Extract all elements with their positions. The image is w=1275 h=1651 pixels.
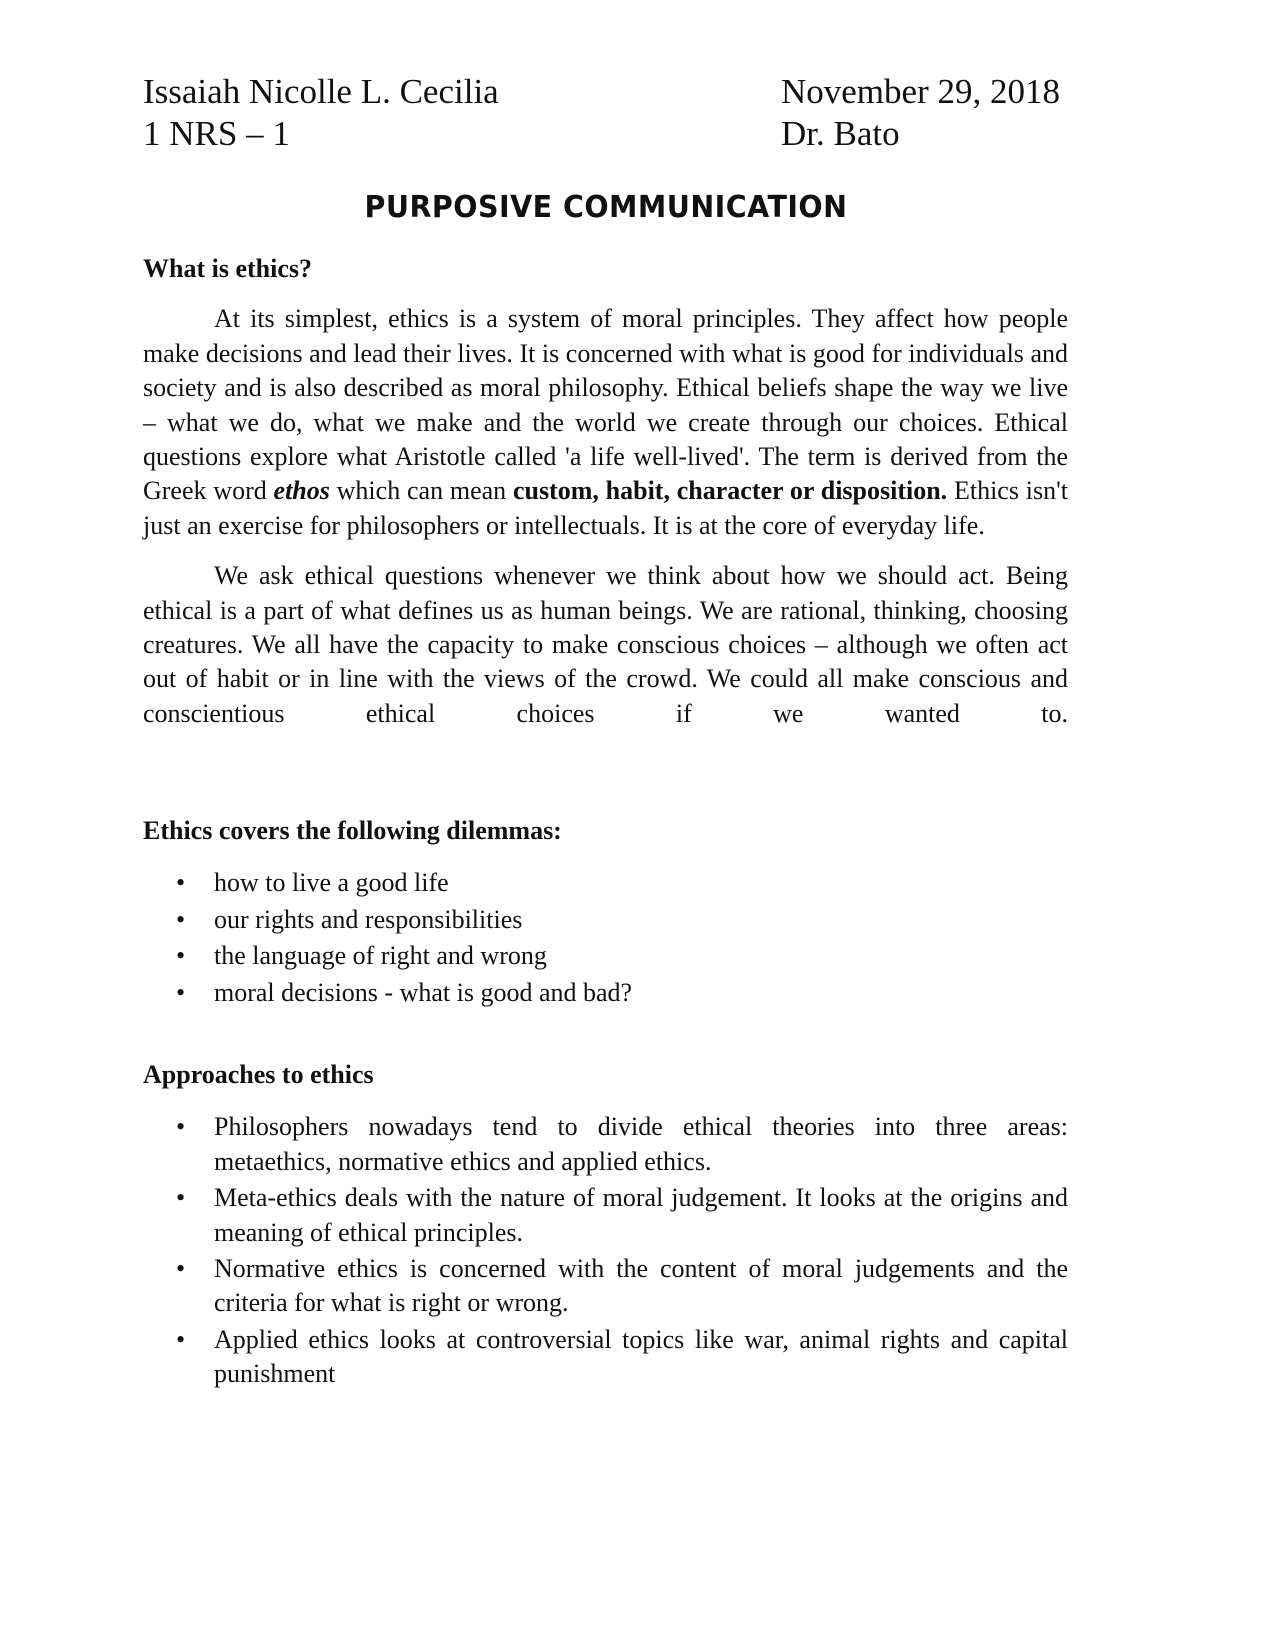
list-item: • moral decisions - what is good and bad?	[143, 975, 1068, 1012]
paragraph-2: We ask ethical questions whenever we think about how we should act. Being ethical is a part of what defines us as human beings. We are rational, thinking, choosing creatures. We all have the capacity to make conscious choices – although we often act out of habit or in line with the views of the crowd. We could all make conscious and conscientious ethical choices if we wanted to.	[143, 561, 1068, 728]
section-heading: Ethics covers the following dilemmas:	[143, 816, 562, 845]
header-right	[781, 71, 1060, 155]
header-left	[143, 71, 499, 155]
approaches-list	[143, 1110, 1068, 1391]
list-item: • our rights and responsibilities	[143, 902, 1068, 939]
list-item: • the language of right and wrong	[143, 938, 1068, 975]
list-item: • how to live a good life	[143, 865, 1068, 902]
section-heading: Approaches to ethics	[143, 1060, 374, 1089]
list-item: • Applied ethics looks at controversial topics like war, animal rights and capital punishment	[143, 1323, 1068, 1392]
document-title: PURPOSIVE COMMUNICATION	[364, 190, 848, 225]
document-date: November 29, 2018	[781, 72, 1060, 111]
section-what-is-ethics	[143, 252, 1068, 731]
list-item: • Normative ethics is concerned with the content of moral judgements and the criteria for what is right or wrong.	[143, 1252, 1068, 1321]
dilemmas-list	[143, 865, 1068, 1011]
instructor-name: Dr. Bato	[781, 114, 900, 153]
list-item: • Meta-ethics deals with the nature of moral judgement. It looks at the origins and meaning of ethical principles.	[143, 1181, 1068, 1250]
class-section: 1 NRS – 1	[143, 114, 290, 153]
emphasis-ethos: ethos	[273, 476, 330, 506]
paragraph-1: At its simplest, ethics is a system of moral principles. They affect how people make decisions and lead their lives. It is concerned with what is good for individuals and society and is also described as moral philosophy. Ethical beliefs shape the way we live – what we do, what we make and the world we create through our choices. Ethical questions explore what Aristotle called 'a life well-lived'. The term is derived from the Greek word ethos which can mean custom, habit, character or disposition. Ethics isn't just an exercise for philosophers or intellectuals. It is at the core of everyday life.	[143, 304, 1068, 540]
emphasis-meanings: custom, habit, character or disposition.	[512, 476, 948, 506]
section-heading: What is ethics?	[143, 254, 312, 283]
list-item: • Philosophers nowadays tend to divide ethical theories into three areas: metaethics, normative ethics and applied ethics.	[143, 1110, 1068, 1179]
author-name: Issaiah Nicolle L. Cecilia	[143, 72, 499, 111]
section-approaches	[143, 1058, 1068, 1392]
section-dilemmas	[143, 814, 1068, 1011]
